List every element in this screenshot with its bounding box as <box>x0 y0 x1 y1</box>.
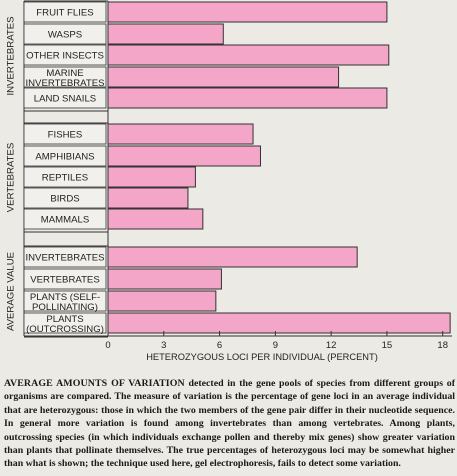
category-label: BIRDS <box>50 193 80 205</box>
x-tick-label: 18 <box>437 340 448 351</box>
x-tick-label: 12 <box>325 340 337 351</box>
category-label: LAND SNAILS <box>33 93 97 105</box>
bar <box>108 88 387 108</box>
bar <box>108 167 195 187</box>
x-axis-title: HETEROZYGOUS LOCI PER INDIVIDUAL (PERCENT) <box>146 352 378 362</box>
bar <box>108 209 203 229</box>
bar <box>108 291 216 311</box>
bar <box>108 247 357 267</box>
caption-body: detected in the gene pools of species from different groups of organisms are compared. The measure of variation is the percentage of gene loci in an average individual that are heterozygous: those in which the two members of the gene pair differ in their nucleotide sequence. In general more variation is found among invertebrates than among vertebrates. Among plants, outcrossing species (in which individuals exchange pollen and thereby mix genes) show greater variation than plants that pollinate themselves. The true percentages of heterozygous loci may be somewhat higher than what is shown; the technique used here, gel electrophoresis, fails to detect some variation. <box>4 378 455 470</box>
x-tick-label: 9 <box>272 340 278 351</box>
bar <box>108 24 223 44</box>
bar <box>108 2 387 22</box>
category-label: FRUIT FLIES <box>36 7 94 19</box>
bar <box>108 188 188 208</box>
category-label: AMPHIBIANS <box>35 151 95 163</box>
bars <box>108 2 450 333</box>
category-label: VERTEBRATES <box>30 274 100 286</box>
x-tick-label: 15 <box>381 340 393 351</box>
group-label: AVERAGE VALUE <box>5 251 17 332</box>
category-label: MARINE INVERTEBRATES <box>25 67 105 89</box>
group-label: VERTEBRATES <box>5 142 17 213</box>
x-tick-label: 6 <box>216 340 223 351</box>
bar <box>108 313 450 333</box>
bar <box>108 67 339 87</box>
group-labels <box>6 16 17 331</box>
bar <box>108 269 221 289</box>
bar <box>108 45 389 65</box>
category-label: OTHER INSECTS <box>26 50 104 62</box>
category-label: FISHES <box>47 129 83 141</box>
bar <box>108 124 253 144</box>
figure-caption <box>4 377 455 471</box>
category-label: REPTILES <box>41 172 89 184</box>
bar <box>108 146 260 166</box>
x-tick-label: 0 <box>105 340 111 351</box>
category-label: MAMMALS <box>40 214 90 226</box>
category-label: PLANTS (SELF-POLLINATING) <box>29 291 101 313</box>
x-tick-label: 3 <box>161 340 167 351</box>
group-label: INVERTEBRATES <box>5 16 17 96</box>
category-label: PLANTS (OUTCROSSING) <box>26 313 104 335</box>
category-label: WASPS <box>47 29 83 41</box>
caption-lead: AVERAGE AMOUNTS OF VARIATION <box>4 378 185 389</box>
category-label: INVERTEBRATES <box>25 252 105 264</box>
